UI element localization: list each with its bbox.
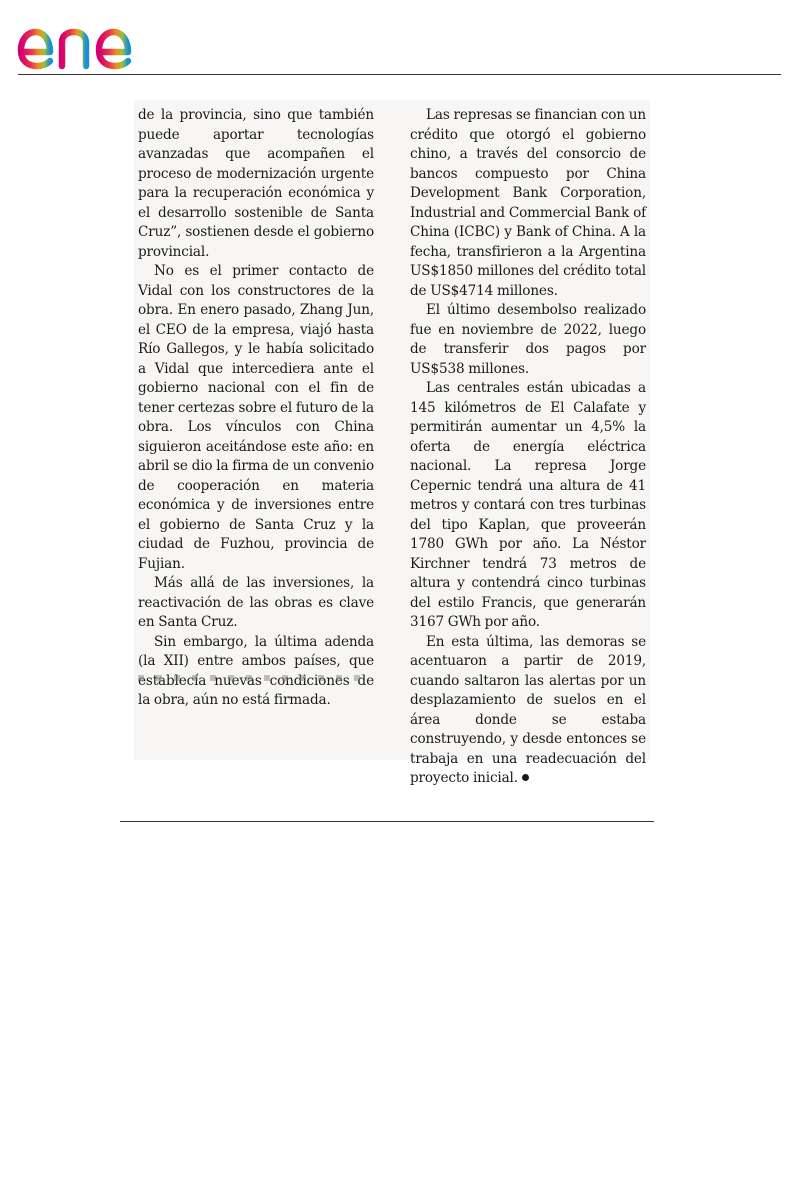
paragraph: Las represas se financian con un crédito que otorgó el gobierno chino, a través del consorcio de bancos compuesto por China Development Bank Corporation, Industrial and Commercial Bank of China (ICBC) y Bank of China. A la fecha, transfirieron a la Argentina US$1850 millones del crédito total de US$4714 millones. <box>410 107 646 299</box>
paragraph: No es el primer contacto de Vidal con los constructores de la obra. En enero pasado, Zhang Jun, el CEO de la empresa, viajó hasta Río Gallegos, y le había solicitado a Vidal que intercediera ante el gobierno nacional con el fin de tener certezas sobre el futuro de la obra. Los vínculos con China siguieron aceitándose este año: en abril se dio la firma de un convenio de cooperación en materia económica y de inversiones entre el gobierno de Santa Cruz y la ciudad de Fuzhou, provincia de Fujian. <box>138 263 374 572</box>
paragraph: de la provincia, sino que también puede aportar tecnologías avanzadas que acompañen el proceso de modernización urgente para la recuperación económica y el desarrollo sostenible de Santa Cruz”, sostienen desde el gobierno provincial. <box>138 107 374 260</box>
article-column-right <box>410 106 646 789</box>
paragraph: Las centrales están ubicadas a 145 kilómetros de El Calafate y permitirán aumentar un 4,5% la oferta de energía eléctrica nacional. La represa Jorge Cepernic tendrá una altura de 41 metros y contará con tres turbinas del tipo Kaplan, que proveerán 1780 GWh por año. La Néstor Kirchner tendrá 73 metros de altura y contendrá cinco turbinas del estilo Francis, que generarán 3167 GWh por año. <box>410 380 646 630</box>
paragraph-text: En esta última, las demoras se acentuaron a partir de 2019, cuando saltaron las alertas por un desplazamiento de suelos en el área donde se estaba construyendo, y desde entonces se trabaja en una readecuación del proyecto inicial. <box>410 633 646 786</box>
paragraph-last <box>410 633 646 789</box>
enel-logo <box>14 6 184 72</box>
end-mark-icon <box>522 774 529 781</box>
paragraph: El último desembolso realizado fue en noviembre de 2022, luego de transferir dos pagos por US$538 millones. <box>410 302 646 377</box>
article-column-left <box>138 106 374 711</box>
paragraph: Sin embargo, la última adenda (la XII) entre ambos países, que establecía nuevas condiciones de la obra, aún no está firmada. <box>138 633 374 708</box>
paragraph: Más allá de las inversiones, la reactivación de las obras es clave en Santa Cruz. <box>138 575 374 630</box>
footer-divider <box>120 821 654 822</box>
header-divider <box>18 74 781 75</box>
clipping-cut-edge <box>138 675 368 681</box>
newspaper-clipping <box>134 100 650 786</box>
